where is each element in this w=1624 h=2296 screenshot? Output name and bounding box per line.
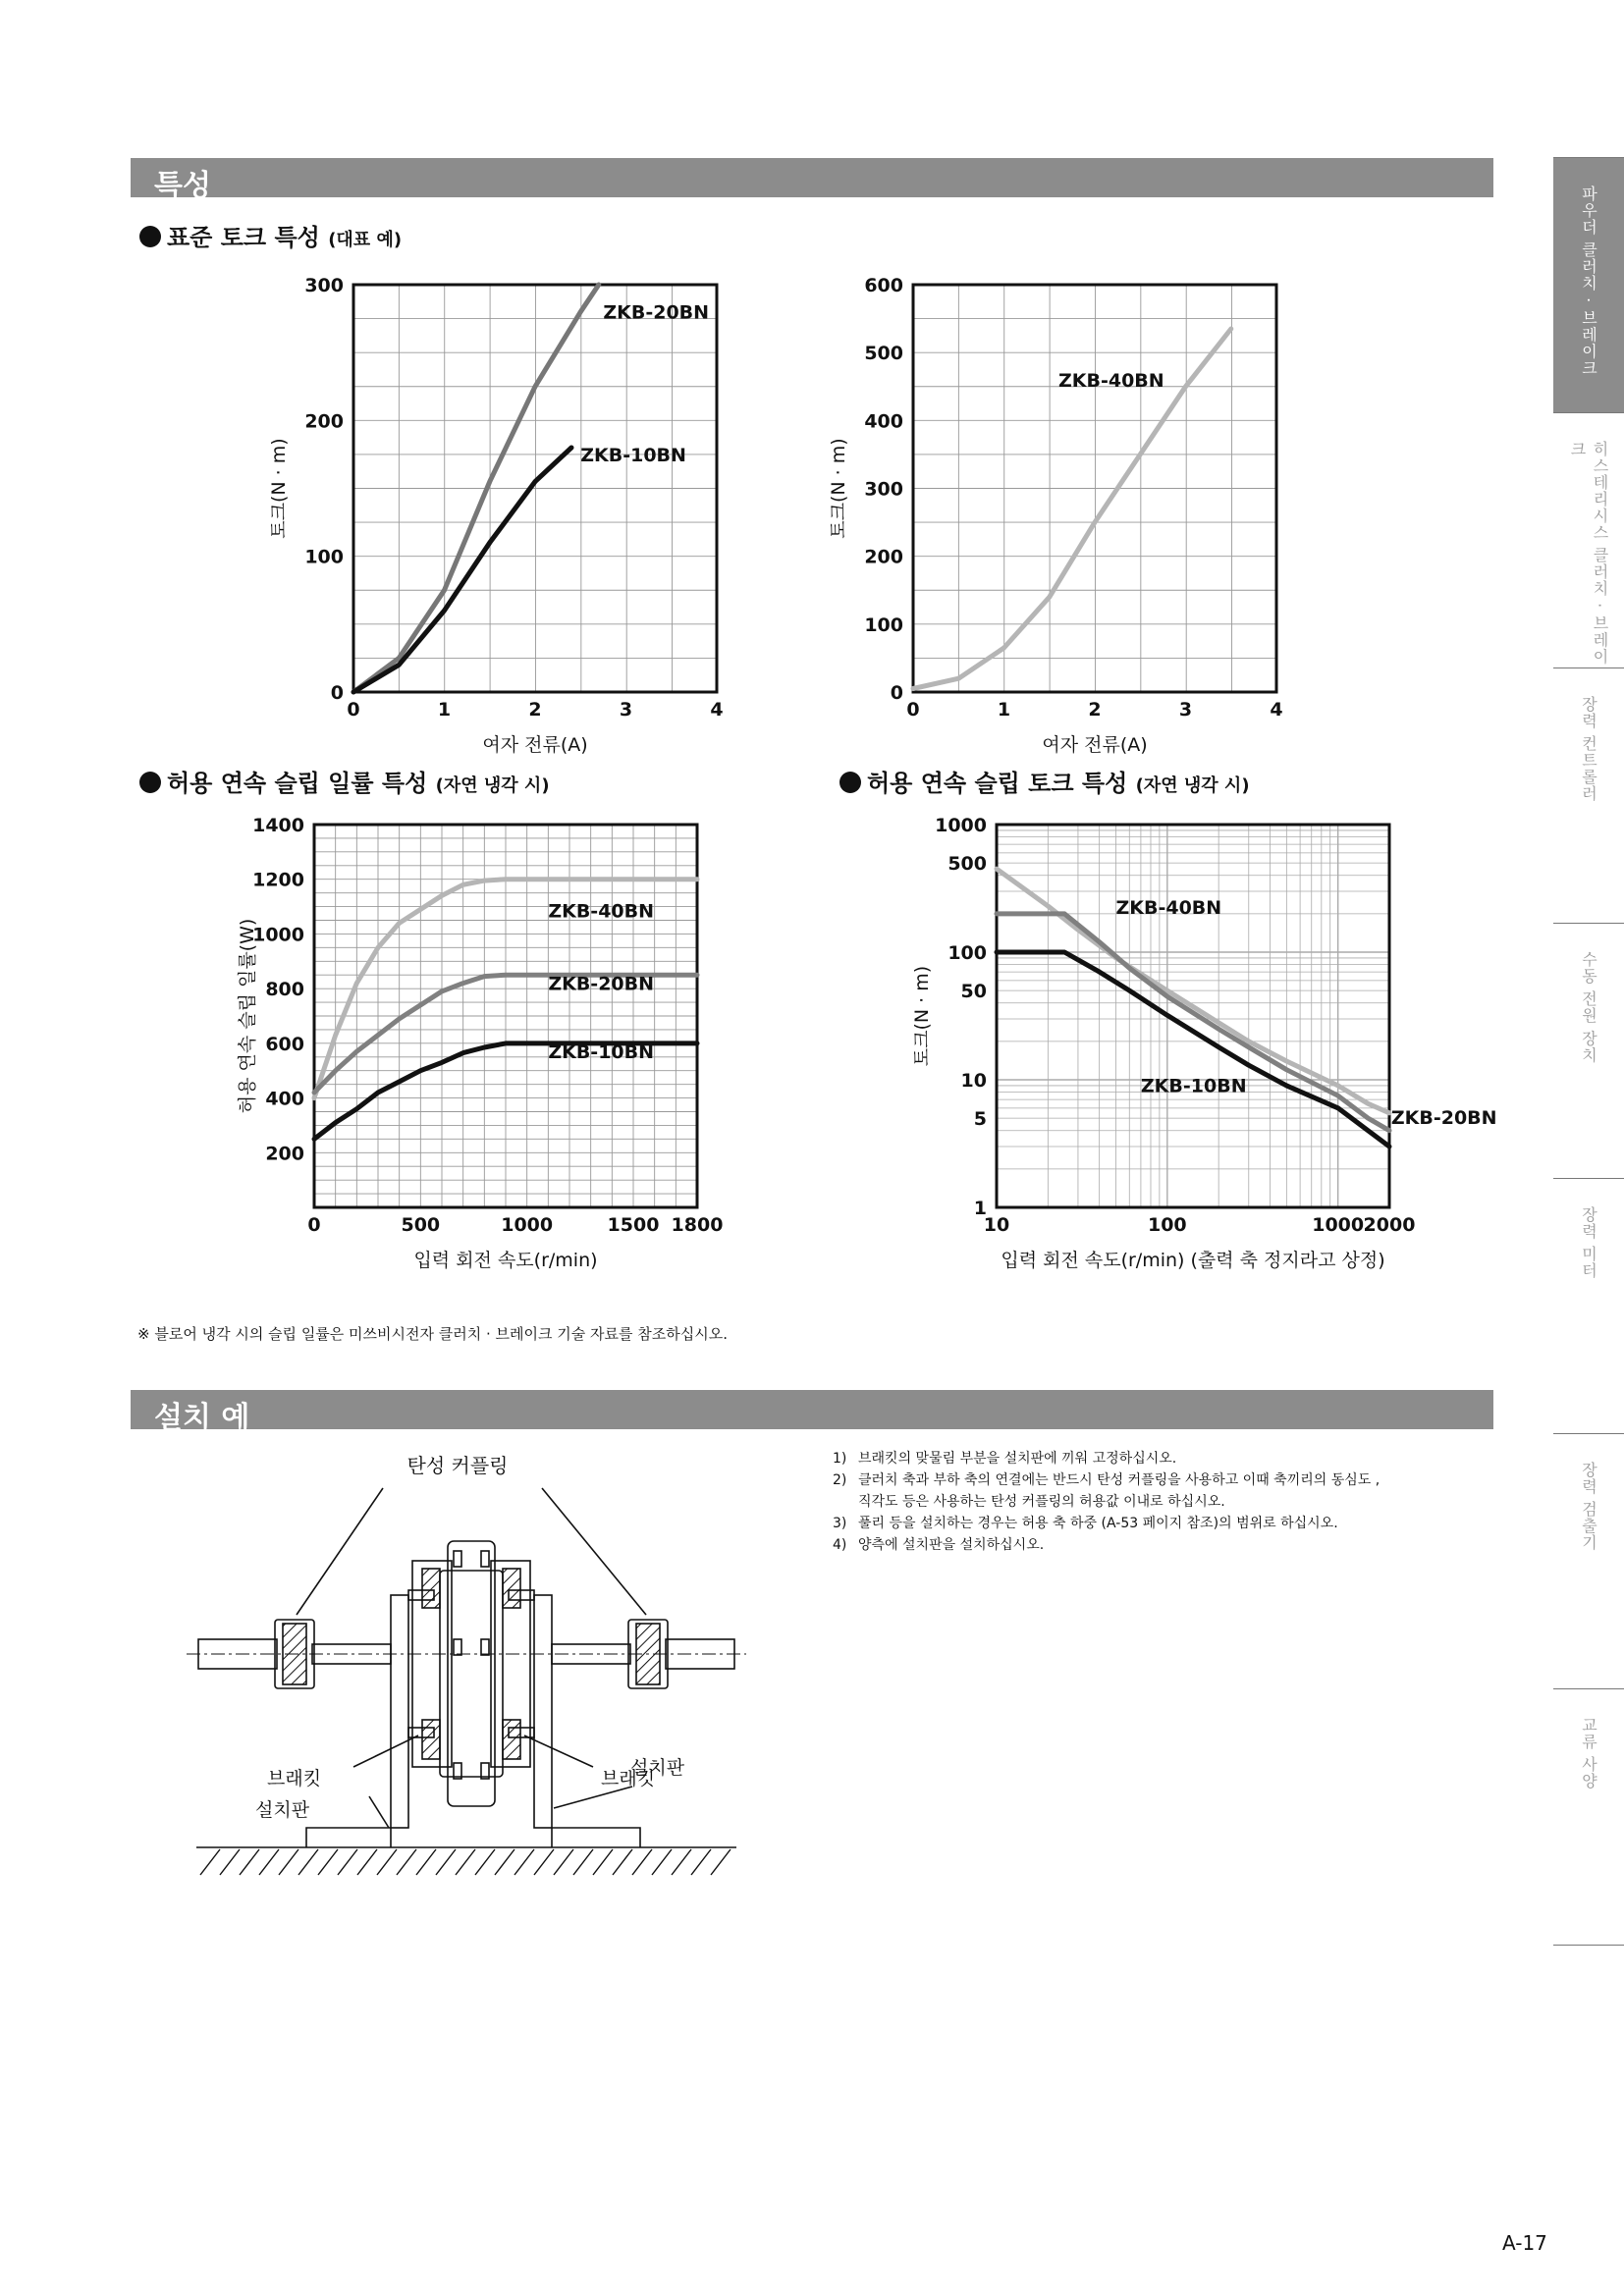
series-label: ZKB-40BN [548,900,655,923]
y-tick-label: 500 [864,343,903,365]
y-tick-label: 1200 [252,869,304,891]
bullet-icon [839,772,861,793]
y-tick-label: 400 [265,1088,304,1110]
chart-torque-small [265,265,746,756]
chart-torque-large [825,265,1306,756]
y-tick-label: 400 [864,410,903,433]
y-tick-label: 200 [304,410,344,433]
tab-tension-controller[interactable]: 장력 컨트롤러 [1553,667,1624,924]
tab-hysteresis[interactable]: 히스테리시스 클러치 · 브레이크 [1553,412,1624,668]
subtitle-torque [139,218,402,252]
leader-coupling-left [297,1488,383,1615]
bracket-hatch [422,1720,440,1759]
bullet-icon [139,772,161,793]
series-label: ZKB-10BN [548,1041,655,1064]
x-tick-label: 1000 [501,1214,554,1236]
ground-hatch [200,1849,731,1875]
x-tick-label: 100 [1147,1214,1187,1236]
x-axis-label: 여자 전류(A) [482,734,588,756]
x-tick-label: 0 [906,699,920,721]
series-label: ZKB-10BN [1140,1075,1247,1097]
instruction-item: 4) 양측에 설치판을 설치하십시오. [833,1537,1045,1553]
y-tick-label: 50 [960,981,987,1003]
y-tick-label: 1 [973,1198,987,1219]
tab-tension-meter[interactable]: 장력 미터 [1553,1178,1624,1434]
x-tick-label: 10 [983,1214,1010,1236]
instruction-item: 직각도 등은 사용하는 탄성 커플링의 허용값 이내로 하십시오. [858,1494,1225,1510]
grid [913,285,1276,692]
subtitle-paren: (자연 냉각 시) [1135,775,1250,796]
footnote: ※ 블로어 냉각 시의 슬립 일률은 미쓰비시전자 클러치 · 브레이크 기술 자료를 참조하십시오. [137,1325,728,1343]
section-header-installation [131,1390,1493,1435]
x-axis-label: 입력 회전 속도(r/min) [413,1250,598,1271]
x-tick-label: 2000 [1363,1214,1416,1236]
shaft-right [666,1639,734,1669]
x-tick-label: 3 [619,699,633,721]
y-tick-label: 600 [864,275,903,296]
y-tick-label: 1000 [935,815,987,836]
x-tick-label: 500 [401,1214,441,1236]
label-bracket-right: 브래킷 [601,1768,656,1789]
series-label: ZKB-40BN [1058,369,1164,392]
x-axis-label: 여자 전류(A) [1042,734,1148,756]
section-header-characteristics [131,158,1493,203]
x-tick-label: 2 [1088,699,1102,721]
clutch-housing [448,1541,495,1806]
y-tick-label: 1000 [252,924,304,946]
tab-ac-spec[interactable]: 교류 사양 [1553,1688,1624,1946]
subtitle-paren: (자연 냉각 시) [435,775,550,796]
chart-slip-power [211,805,722,1296]
grid [353,285,717,692]
y-tick-label: 300 [864,478,903,501]
x-tick-label: 0 [347,699,360,721]
x-tick-label: 4 [1270,699,1283,721]
x-tick-label: 2 [528,699,542,721]
y-tick-label: 0 [890,682,903,704]
series-label: ZKB-20BN [548,973,655,995]
subtitle-paren: (대표 예) [328,230,403,250]
x-tick-label: 1000 [1312,1214,1365,1236]
y-tick-label: 600 [265,1033,304,1055]
clutch-rotor [440,1571,503,1777]
side-tabs [1553,157,1624,1944]
bracket-hatch [503,1720,520,1759]
subtitle-main: 허용 연속 슬립 토크 특성 [867,770,1128,797]
y-tick-label: 200 [265,1143,304,1165]
subtitle-main: 허용 연속 슬립 일률 특성 [167,770,428,797]
y-tick-label: 100 [947,942,987,964]
x-tick-label: 1500 [607,1214,660,1236]
y-axis-label: 토크(N · m) [911,965,933,1067]
x-tick-label: 1 [437,699,452,721]
y-tick-label: 100 [304,546,344,568]
bullet-icon [139,226,161,247]
series-label: ZKB-20BN [1390,1107,1497,1130]
subtitle-main: 표준 토크 특성 [167,224,320,251]
leader-plate-right [554,1787,632,1808]
chart-slip-torque [898,805,1497,1296]
series-line-zkb-10bn [353,448,571,692]
instruction-item: 2) 클러치 축과 부하 축의 연결에는 반드시 탄성 커플링을 사용하고 이때 축끼리의 동심도 , [833,1472,1380,1488]
subtitle-slip-torque [839,764,1250,798]
x-tick-label: 1 [997,699,1011,721]
section-title: 특성 [154,169,211,203]
leader-plate-left [369,1796,389,1828]
section-title: 설치 예 [154,1401,250,1435]
y-axis-label: 토크(N · m) [828,438,849,539]
label-bracket-left: 브래킷 [267,1768,322,1789]
instruction-item: 1) 브래킷의 맞물림 부분을 설치판에 끼워 고정하십시오. [833,1451,1177,1467]
instruction-item: 3) 풀리 등을 설치하는 경우는 허용 축 하중 (A-53 페이지 참조)의 범위로 하십시오. [833,1516,1338,1531]
y-axis-label: 허용 연속 슬립 일률(W) [237,918,258,1114]
install-instructions [833,1448,1380,1556]
tab-power-supply[interactable]: 수동 전원 장치 [1553,923,1624,1179]
y-tick-label: 1400 [252,815,304,836]
subtitle-slip-power [139,764,550,798]
y-tick-label: 5 [973,1108,987,1131]
y-tick-label: 500 [947,853,987,876]
x-tick-label: 3 [1178,699,1193,721]
x-tick-label: 4 [710,699,724,721]
series-label: ZKB-40BN [1115,896,1222,919]
series-label: ZKB-10BN [580,444,686,466]
base-plate-right [552,1828,640,1847]
bracket-hatch [422,1569,440,1608]
tab-tension-detector[interactable]: 장력 검출기 [1553,1433,1624,1689]
y-tick-label: 0 [330,682,344,704]
x-tick-label: 1800 [671,1214,724,1236]
grid [997,825,1389,1207]
x-axis-label: 입력 회전 속도(r/min) (출력 축 정지라고 상정) [1001,1250,1385,1271]
y-tick-label: 100 [864,614,903,636]
y-tick-label: 10 [960,1070,987,1092]
label-coupling: 탄성 커플링 [406,1454,509,1477]
tab-powder[interactable]: 파우더 클러치 · 브레이크 [1553,157,1624,413]
page-number: A-17 [1502,2231,1547,2255]
mount-plate-left [391,1595,408,1828]
y-axis-label: 토크(N · m) [268,438,290,539]
mount-plate-right [534,1595,552,1828]
label-plate-right: 설치판 [630,1757,685,1779]
series-label: ZKB-20BN [603,301,710,324]
y-tick-label: 200 [864,546,903,568]
leader-coupling-right [542,1488,646,1615]
base-plate-left [306,1828,391,1847]
installation-diagram [177,1443,756,1885]
y-tick-label: 300 [304,275,344,296]
grid [314,825,697,1207]
x-tick-label: 0 [307,1214,321,1236]
bracket-hatch [503,1569,520,1608]
y-tick-label: 800 [265,979,304,1001]
label-plate-left: 설치판 [255,1799,310,1821]
